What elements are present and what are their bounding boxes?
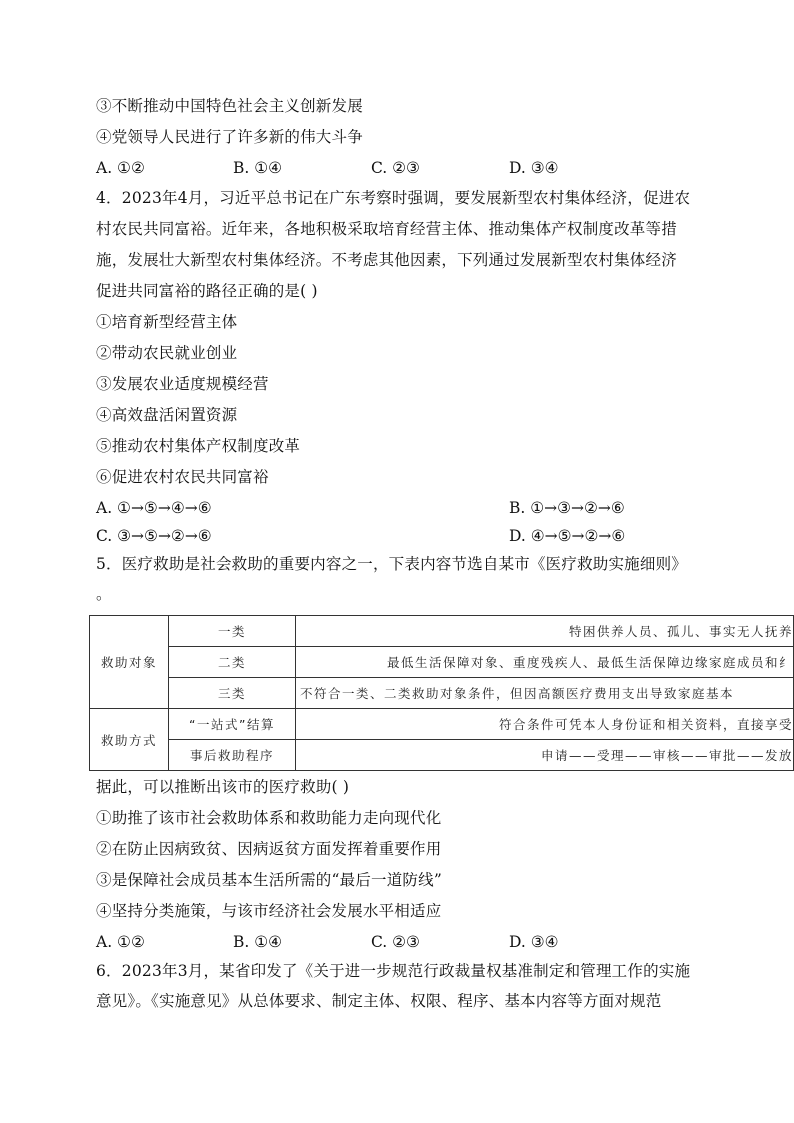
q4-stem-line-3: 施，发展壮大新型农村集体经济。不考虑其他因素，下列通过发展新型农村集体经济 xyxy=(96,251,677,269)
table-description: 申请——受理——审核——审批——发放 xyxy=(296,740,794,771)
q5-stem-line-3: 据此，可以推断出该市的医疗救助( ) xyxy=(96,778,350,796)
q5-item-1: ①助推了该市社会救助体系和救助能力走向现代化 xyxy=(96,809,442,827)
q5-option-a[interactable]: A. ①② xyxy=(96,933,145,951)
table-subcategory: “一站式”结算 xyxy=(169,709,296,740)
q3-item-3: ③不断推动中国特色社会主义创新发展 xyxy=(96,97,363,115)
table-row xyxy=(90,616,794,647)
q3-option-c[interactable]: C. ②③ xyxy=(371,159,420,177)
medical-aid-table xyxy=(89,615,794,771)
q5-item-4: ④坚持分类施策，与该市经济社会发展水平相适应 xyxy=(96,902,442,920)
q3-option-d[interactable]: D. ③④ xyxy=(509,159,559,177)
q4-item-1: ①培育新型经营主体 xyxy=(96,313,238,331)
table-row xyxy=(90,740,794,771)
table-row xyxy=(90,678,794,709)
table-description: 最低生活保障对象、重度残疾人、最低生活保障边缘家庭成员和纟 xyxy=(296,647,794,678)
q5-stem-line-2: 。 xyxy=(96,585,112,603)
q3-option-a[interactable]: A. ①② xyxy=(96,159,145,177)
q6-stem-line-2: 意见》。《实施意见》从总体要求、制定主体、权限、程序、基本内容等方面对规范 xyxy=(96,992,662,1010)
q5-stem-line-1: 5．医疗救助是社会救助的重要内容之一，下表内容节选自某市《医疗救助实施细则》 xyxy=(96,555,687,573)
q4-option-b[interactable]: B. ①→③→②→⑥ xyxy=(509,499,625,517)
table-subcategory: 事后救助程序 xyxy=(169,740,296,771)
q4-option-a[interactable]: A. ①→⑤→④→⑥ xyxy=(96,499,212,517)
q4-option-c[interactable]: C. ③→⑤→②→⑥ xyxy=(96,527,212,545)
q5-option-d[interactable]: D. ③④ xyxy=(509,933,559,951)
table-subcategory: 三类 xyxy=(169,678,296,709)
table-category-recipients: 救助对象 xyxy=(90,616,169,709)
table-row xyxy=(90,709,794,740)
q4-item-6: ⑥促进农村农民共同富裕 xyxy=(96,468,269,486)
q4-item-4: ④高效盘活闲置资源 xyxy=(96,406,238,424)
q4-item-3: ③发展农业适度规模经营 xyxy=(96,375,269,393)
q6-stem-line-1: 6．2023年3月，某省印发了《关于进一步规范行政裁量权基准制定和管理工作的实施 xyxy=(96,962,691,980)
table-row xyxy=(90,647,794,678)
q4-item-5: ⑤推动农村集体产权制度改革 xyxy=(96,437,301,455)
q3-option-b[interactable]: B. ①④ xyxy=(233,159,283,177)
q5-item-2: ②在防止因病致贫、因病返贫方面发挥着重要作用 xyxy=(96,840,442,858)
q5-option-c[interactable]: C. ②③ xyxy=(371,933,420,951)
q5-option-b[interactable]: B. ①④ xyxy=(233,933,283,951)
table-description: 特困供养人员、孤儿、事实无人抚养 xyxy=(296,616,794,647)
q4-item-2: ②带动农民就业创业 xyxy=(96,344,238,362)
q5-item-3: ③是保障社会成员基本生活所需的“最后一道防线” xyxy=(96,871,442,889)
q3-item-4: ④党领导人民进行了许多新的伟大斗争 xyxy=(96,128,363,146)
q4-stem-line-4: 促进共同富裕的路径正确的是( ) xyxy=(96,282,318,300)
q4-option-d[interactable]: D. ④→⑤→②→⑥ xyxy=(509,527,626,545)
table-subcategory: 一类 xyxy=(169,616,296,647)
q4-stem-line-2: 村农民共同富裕。近年来，各地积极采取培育经营主体、推动集体产权制度改革等措 xyxy=(96,220,677,238)
table-description: 符合条件可凭本人身份证和相关资料，直接享受 xyxy=(296,709,794,740)
q4-stem-line-1: 4．2023年4月，习近平总书记在广东考察时强调，要发展新型农村集体经济，促进农 xyxy=(96,189,691,207)
table-subcategory: 二类 xyxy=(169,647,296,678)
table-category-methods: 救助方式 xyxy=(90,709,169,771)
table-description: 不符合一类、二类救助对象条件，但因高额医疗费用支出导致家庭基本 xyxy=(296,678,794,709)
